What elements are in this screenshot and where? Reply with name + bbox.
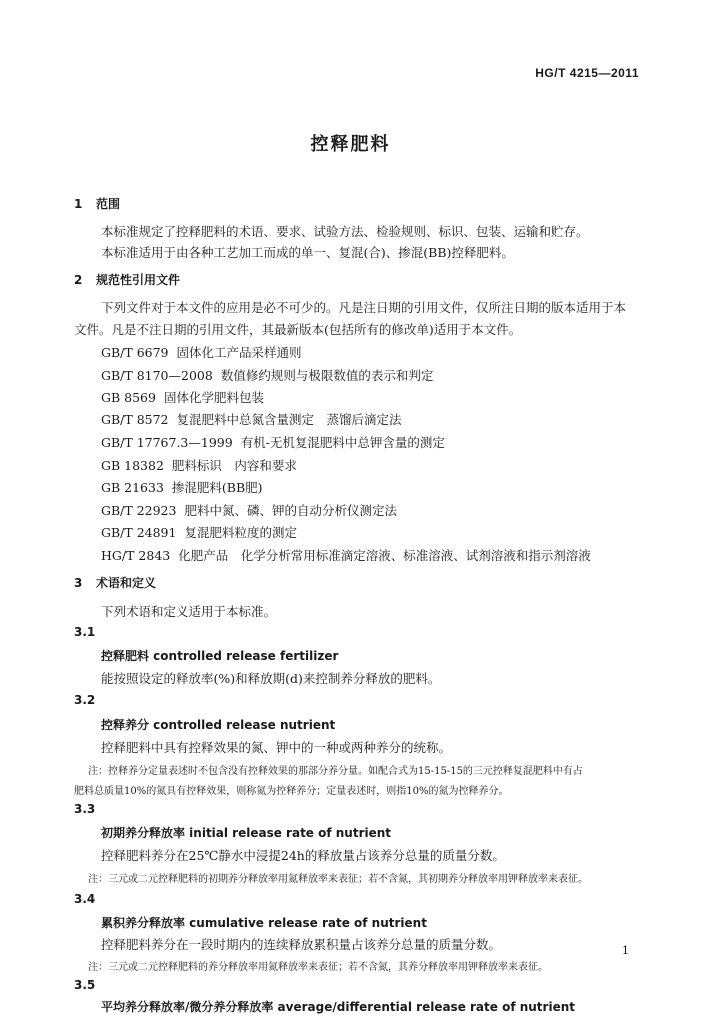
reference-title: 固体化学肥料包装	[163, 390, 264, 405]
paragraph: 文件。凡是不注日期的引用文件，其最新版本(包括所有的修改单)适用于本文件。	[74, 322, 522, 337]
reference-item	[101, 366, 433, 384]
reference-code: HG/T 2843	[101, 548, 171, 563]
reference-title: 掺混肥料(BB肥)	[171, 480, 263, 495]
clause-number: 3.3	[74, 802, 96, 816]
page-title: 控释肥料	[310, 134, 391, 155]
section-2-heading	[74, 271, 180, 288]
reference-title: 肥料标识 内容和要求	[171, 458, 297, 473]
section-title: 范围	[96, 197, 121, 211]
note-text: 注：三元或二元控释肥料的初期养分释放率用氮释放率来表征；若不含氮，其初期养分释放率用钾释放率来表征。	[88, 874, 588, 885]
reference-title: 肥料中氮、磷、钾的自动分析仪测定法	[184, 503, 397, 518]
note-text: 肥料总质量10%的氮具有控释效果，则称氮为控释养分；定量表述时，则指10%的氮为控释养分。	[74, 786, 509, 797]
reference-code: GB/T 8170—2008	[101, 368, 213, 383]
reference-title: 固体化工产品采样通则	[176, 345, 302, 360]
term-heading: 平均养分释放率/微分养分释放率 average/differential release rate of nutrient	[101, 1000, 575, 1014]
section-3-heading	[74, 574, 156, 591]
reference-code: GB/T 6679	[101, 345, 169, 360]
reference-item	[101, 343, 302, 361]
reference-item	[101, 501, 397, 519]
term-heading: 初期养分释放率 initial release rate of nutrient	[101, 826, 392, 840]
term-definition: 控释肥料中具有控释效果的氮、钾中的一种或两种养分的统称。	[101, 740, 452, 755]
reference-code: GB 8569	[101, 390, 156, 405]
section-title: 术语和定义	[96, 576, 157, 590]
reference-title: 有机-无机复混肥料中总钾含量的测定	[240, 435, 445, 450]
section-title: 规范性引用文件	[96, 273, 181, 287]
reference-code: GB/T 24891	[101, 525, 177, 540]
clause-number: 3.1	[74, 625, 96, 639]
clause-number: 3.4	[74, 892, 96, 906]
reference-item	[101, 456, 297, 474]
reference-item	[101, 388, 264, 406]
term-heading: 控释养分 controlled release nutrient	[101, 718, 336, 732]
reference-title: 复混肥料中总氮含量测定 蒸馏后滴定法	[176, 412, 402, 427]
standard-code: HG/T 4215—2011	[535, 66, 639, 80]
term-heading: 累积养分释放率 cumulative release rate of nutrient	[101, 916, 427, 930]
note-text: 注：三元或二元控释肥料的养分释放率用氮释放率来表征；若不含氮，其养分释放率用钾释放率来表征。	[88, 962, 548, 973]
reference-title: 数值修约规则与极限数值的表示和判定	[220, 368, 434, 383]
section-number: 2	[74, 273, 83, 287]
reference-code: GB 18382	[101, 458, 164, 473]
section-1-heading	[74, 195, 120, 212]
reference-code: GB/T 22923	[101, 503, 177, 518]
term-definition: 控释肥料养分在25℃静水中浸提24h的释放量占该养分总量的质量分数。	[101, 848, 505, 863]
reference-item	[101, 410, 402, 428]
reference-item	[101, 523, 297, 541]
reference-title: 化肥产品 化学分析常用标准滴定溶液、标准溶液、试剂溶液和指示剂溶液	[178, 548, 591, 563]
reference-item	[101, 478, 263, 496]
paragraph: 下列术语和定义适用于本标准。	[101, 604, 277, 619]
reference-item	[101, 433, 445, 451]
clause-number: 3.2	[74, 693, 96, 707]
paragraph: 本标准适用于由各种工艺加工而成的单一、复混(合)、掺混(BB)控释肥料。	[101, 245, 514, 260]
reference-code: GB/T 8572	[101, 412, 169, 427]
reference-item	[101, 546, 591, 564]
section-number: 3	[74, 576, 83, 590]
note-text: 注：控释养分定量表述时不包含没有控释效果的那部分养分量。如配合式为15-15-15的三元控释复混肥料中有占	[88, 766, 583, 777]
clause-number: 3.5	[74, 978, 96, 992]
page-number: 1	[622, 944, 629, 957]
term-definition: 控释肥料养分在一段时期内的连续释放累积量占该养分总量的质量分数。	[101, 937, 502, 952]
reference-code: GB/T 17767.3—1999	[101, 435, 233, 450]
paragraph: 本标准规定了控释肥料的术语、要求、试验方法、检验规则、标识、包装、运输和贮存。	[101, 224, 589, 239]
section-number: 1	[74, 197, 83, 211]
term-definition: 能按照设定的释放率(%)和释放期(d)来控制养分释放的肥料。	[101, 671, 441, 686]
reference-code: GB 21633	[101, 480, 164, 495]
paragraph: 下列文件对于本文件的应用是必不可少的。凡是注日期的引用文件，仅所注日期的版本适用于本	[101, 300, 627, 315]
term-heading: 控释肥料 controlled release fertilizer	[101, 649, 339, 663]
reference-title: 复混肥料粒度的测定	[184, 525, 297, 540]
